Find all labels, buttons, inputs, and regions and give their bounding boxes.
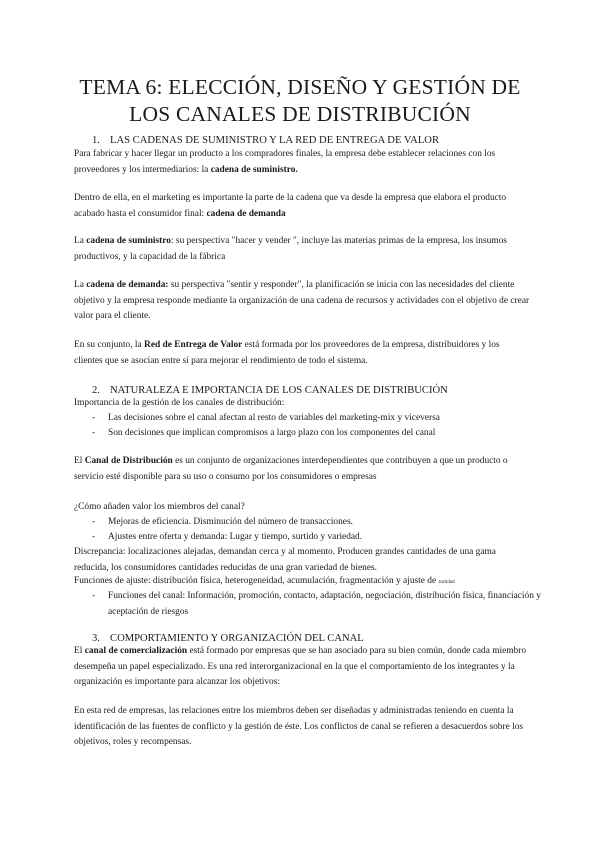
bold-term: cadena de demanda (206, 208, 286, 219)
list-item-text: Funciones del canal: Información, promoción, contacto, adaptación, negociación, distribución física, financiación y aceptación de riesgos (108, 591, 541, 617)
bullet-dash: - (92, 428, 96, 438)
text: La (74, 280, 87, 290)
text: está formado por empresas que se han asociado para su bien común, donde cada miembro desempeña un papel especializado. Es una red interorganizacional en la que el comportamiento de los integrantes y la organización es importante para alcanzar los objetivos: (74, 646, 527, 688)
text: es un conjunto de organizaciones interdependientes que contribuyen a que un producto o servicio esté disponible para su uso o consumo por los consumidores o empresas (74, 456, 508, 482)
text: Para fabricar y hacer llegar un producto a los compradores finales, la empresa debe establecer relaciones con los proveedores y los intermediarios: la (74, 149, 496, 175)
text: : su perspectiva "hacer y vender ", incluye las materias primas de la empresa, los insumos productivos, y la capacidad de la fábrica (74, 236, 507, 262)
title-line-1: TEMA 6: ELECCIÓN, DISEÑO Y GESTIÓN DE (79, 75, 521, 99)
list-item (92, 530, 548, 546)
bold-term: cadena de demanda: (86, 280, 169, 290)
bullet-dash: - (92, 532, 96, 542)
paragraph-demand-perspective (74, 278, 530, 325)
text: Funciones de ajuste: distribución física, heterogeneidad, acumulación, fragmentación y ajuste de (74, 576, 439, 586)
bold-term: Red de Entrega de Valor (144, 340, 243, 350)
text: En su conjunto, la (74, 340, 145, 350)
bold-term: cadena de suministro (86, 236, 171, 246)
question-text: ¿Cómo añaden valor los miembros del canal? (74, 502, 245, 512)
paragraph-marketing-channel (74, 644, 530, 691)
section-title: COMPORTAMIENTO Y ORGANIZACIÓN DEL CANAL (110, 633, 364, 644)
list-item-text: Ajustes entre oferta y demanda: Lugar y tiempo, surtido y variedad. (108, 532, 363, 542)
paragraph-supply-chain (74, 147, 530, 178)
paragraph-importance: Importancia de la gestión de los canales de distribución: (74, 398, 285, 408)
paragraph-conflict: En esta red de empresas, las relaciones entre los miembros deben ser diseñadas y administradas teniendo en cuenta la identificación de las fuentes de conflicto y la gestión de éste. Los conflictos de canal se refieren a desacuerdos sobre los objetivos, roles y recompensas. (74, 706, 524, 748)
document-title (40, 74, 560, 128)
section-number: 1. (92, 135, 100, 146)
paragraph-demand-chain (74, 191, 530, 222)
bullet-dash: - (92, 413, 96, 423)
small-text: surtidad (438, 580, 455, 585)
text: su perspectiva "sentir y responder", la planificación se inicia con las necesidades del cliente objetivo y la empresa responde mediante la organización de una cadena de recursos y actividades con el objetivo de crear valor para el cliente. (74, 280, 530, 322)
bullet-dash: - (92, 517, 96, 527)
bold-term: Canal de Distribución (84, 456, 173, 466)
list-item-text: Son decisiones que implican compromisos a largo plazo con los componentes del canal (108, 428, 436, 438)
paragraph-channel-definition (74, 454, 530, 485)
section-title: LAS CADENAS DE SUMINISTRO Y LA RED DE ENTREGA DE VALOR (110, 135, 440, 146)
bold-term: canal de comercialización (84, 646, 188, 656)
section-number: 2. (92, 385, 100, 396)
list-item (92, 411, 548, 427)
bullet-dash: - (92, 591, 96, 601)
list-item (92, 589, 548, 620)
list-item-text: Las decisiones sobre el canal afectan al resto de variables del marketing-mix y viceversa (108, 413, 440, 423)
text: está formada por los proveedores de la empresa, distribuidores y los clientes que se asocian entre sí para mejorar el rendimiento de todo el sistema. (74, 340, 500, 366)
title-line-2: LOS CANALES DE DISTRIBUCIÓN (129, 102, 471, 126)
list-item (92, 515, 548, 531)
text: La (74, 236, 87, 246)
list-item-text: Mejoras de eficiencia. Disminución del número de transacciones. (108, 517, 353, 527)
section-title: NATURALEZA E IMPORTANCIA DE LOS CANALES DE DISTRIBUCIÓN (110, 385, 448, 396)
bold-term: cadena de suministro. (210, 164, 298, 175)
text: Dentro de ella, en el marketing es importante la parte de la cadena que va desde la empresa que elabora el producto acabado hasta el consumidor final: (74, 193, 507, 219)
text: El (74, 456, 85, 466)
section-number: 3. (92, 633, 100, 644)
section-1-heading (92, 134, 439, 147)
paragraph-value-network (74, 338, 530, 369)
text: El (74, 646, 85, 656)
list-item (92, 426, 548, 442)
paragraph-discrepancy: Discrepancia: localizaciones alejadas, demandan cerca y al momento. Producen grandes cantidades de una gama reducida, los consumidores cantidades reducidas de una gran variedad de bienes. (74, 547, 496, 573)
paragraph-supply-perspective (74, 234, 530, 265)
